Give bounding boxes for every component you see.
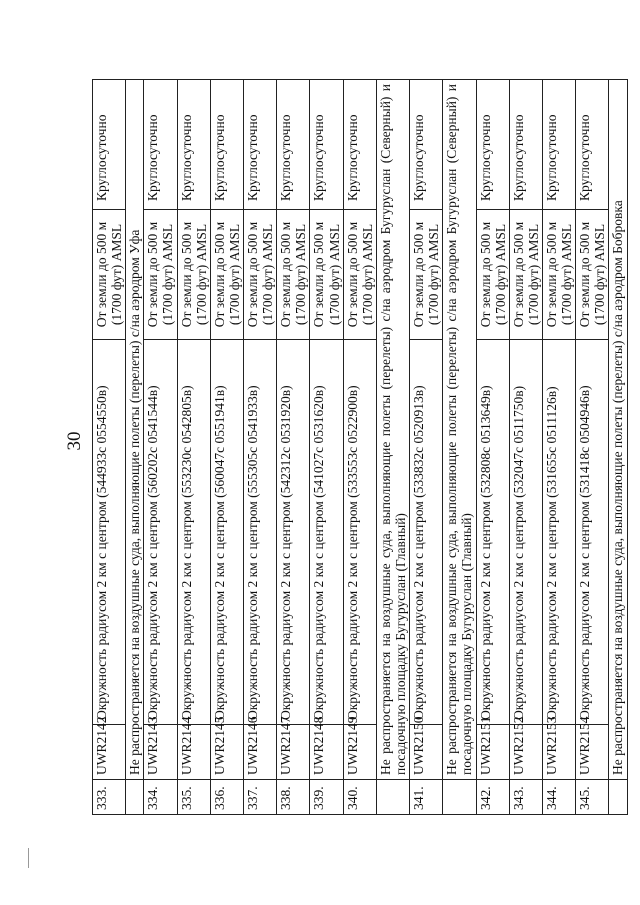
table-row (410, 80, 443, 815)
zone-code: UWR2152 (509, 725, 542, 780)
zone-number: 334. (144, 780, 177, 815)
zone-code: UWR2148 (310, 725, 343, 780)
table-body (93, 80, 628, 815)
zone-number: 338. (277, 780, 310, 815)
zone-description: Окружность радиусом 2 км с центром (532047с 0511750в) (509, 340, 542, 725)
zone-altitude: От земли до 500 м (1700 фут) AMSL (410, 210, 443, 340)
zone-number: 336. (210, 780, 243, 815)
table-note-row (443, 80, 476, 815)
table-row (576, 80, 609, 815)
zone-description: Окружность радиусом 2 км с центром (553230с 0542805в) (177, 340, 210, 725)
scan-artifact-mark (28, 848, 29, 868)
note-spacer-cell (443, 780, 476, 815)
zone-description: Окружность радиусом 2 км с центром (533832с 0520913в) (410, 340, 443, 725)
table-note-row (126, 80, 144, 815)
zone-operating-time: Круглосуточно (310, 80, 343, 210)
zone-description: Окружность радиусом 2 км с центром (533553с 0522900в) (343, 340, 376, 725)
zone-operating-time: Круглосуточно (93, 80, 126, 210)
zone-operating-time: Круглосуточно (542, 80, 575, 210)
zone-code: UWR2149 (343, 725, 376, 780)
restricted-zones-table (92, 79, 628, 815)
zone-code: UWR2144 (177, 725, 210, 780)
table-note-row (609, 80, 627, 815)
zone-altitude: От земли до 500 м (1700 фут) AMSL (476, 210, 509, 340)
zone-description: Окружность радиусом 2 км с центром (555305с 0541933в) (243, 340, 276, 725)
zone-operating-time: Круглосуточно (243, 80, 276, 210)
note-spacer-cell (376, 780, 409, 815)
zone-code: UWR2145 (210, 725, 243, 780)
zone-code: UWR2146 (243, 725, 276, 780)
exemption-note: Не распространяется на воздушные суда, выполняющие полеты (перелеты) с/на аэродром Бугуруслан (Северный) и посадочную площадку Бугуруслан (Главный) (376, 80, 409, 780)
zone-altitude: От земли до 500 м (1700 фут) AMSL (210, 210, 243, 340)
zone-operating-time: Круглосуточно (177, 80, 210, 210)
table-row (177, 80, 210, 815)
table-row (542, 80, 575, 815)
zone-altitude: От земли до 500 м (1700 фут) AMSL (277, 210, 310, 340)
zone-number: 344. (542, 780, 575, 815)
zone-number: 341. (410, 780, 443, 815)
exemption-note: Не распространяется на воздушные суда, выполняющие полеты (перелеты) с/на аэродром Бугуруслан (Северный) и посадочную площадку Бугуруслан (Главный) (443, 80, 476, 780)
zone-description: Окружность радиусом 2 км с центром (560202с 0541544в) (144, 340, 177, 725)
zone-number: 339. (310, 780, 343, 815)
zone-description: Окружность радиусом 2 км с центром (542312с 0531920в) (277, 340, 310, 725)
table-row (210, 80, 243, 815)
zone-description: Окружность радиусом 2 км с центром (560047с 0551941в) (210, 340, 243, 725)
zone-altitude: От земли до 500 м (1700 фут) AMSL (542, 210, 575, 340)
zone-altitude: От земли до 500 м (1700 фут) AMSL (509, 210, 542, 340)
zone-operating-time: Круглосуточно (576, 80, 609, 210)
zone-code: UWR2142 (93, 725, 126, 780)
table-row (343, 80, 376, 815)
zone-operating-time: Круглосуточно (210, 80, 243, 210)
zone-altitude: От земли до 500 м (1700 фут) AMSL (310, 210, 343, 340)
zone-altitude: От земли до 500 м (1700 фут) AMSL (243, 210, 276, 340)
zone-number: 340. (343, 780, 376, 815)
zone-number: 345. (576, 780, 609, 815)
zone-operating-time: Круглосуточно (476, 80, 509, 210)
table-row (310, 80, 343, 815)
rotated-table-wrapper (92, 80, 626, 815)
zone-code: UWR2153 (542, 725, 575, 780)
table-row (277, 80, 310, 815)
zone-description: Окружность радиусом 2 км с центром (532808с 0513649в) (476, 340, 509, 725)
zone-number: 333. (93, 780, 126, 815)
zone-number: 337. (243, 780, 276, 815)
exemption-note: Не распространяется на воздушные суда, выполняющие полеты (перелеты) с/на аэродром Бобровка (609, 80, 627, 780)
zone-altitude: От земли до 500 м (1700 фут) AMSL (144, 210, 177, 340)
table-row (476, 80, 509, 815)
zone-altitude: От земли до 500 м (1700 фут) AMSL (93, 210, 126, 340)
zone-description: Окружность радиусом 2 км с центром (531418с 0504946в) (576, 340, 609, 725)
zone-altitude: От земли до 500 м (1700 фут) AMSL (177, 210, 210, 340)
zone-code: UWR2150 (410, 725, 443, 780)
zone-code: UWR2143 (144, 725, 177, 780)
zone-code: UWR2154 (576, 725, 609, 780)
page-number: 30 (64, 431, 85, 451)
zone-operating-time: Круглосуточно (410, 80, 443, 210)
zone-number: 335. (177, 780, 210, 815)
zone-code: UWR2151 (476, 725, 509, 780)
zone-altitude: От земли до 500 м (1700 фут) AMSL (576, 210, 609, 340)
note-spacer-cell (609, 780, 627, 815)
zone-description: Окружность радиусом 2 км с центром (531655с 0511126в) (542, 340, 575, 725)
zone-operating-time: Круглосуточно (509, 80, 542, 210)
zone-operating-time: Круглосуточно (343, 80, 376, 210)
table-row (144, 80, 177, 815)
zone-number: 342. (476, 780, 509, 815)
table-note-row (376, 80, 409, 815)
table-row (509, 80, 542, 815)
table-row (243, 80, 276, 815)
zone-code: UWR2147 (277, 725, 310, 780)
zone-operating-time: Круглосуточно (277, 80, 310, 210)
zone-description: Окружность радиусом 2 км с центром (541027с 0531620в) (310, 340, 343, 725)
zone-description: Окружность радиусом 2 км с центром (544933с 0554550в) (93, 340, 126, 725)
zone-number: 343. (509, 780, 542, 815)
note-spacer-cell (126, 780, 144, 815)
table-row (93, 80, 126, 815)
exemption-note: Не распространяется на воздушные суда, выполняющие полеты (перелеты) с/на аэродром Уфа (126, 80, 144, 780)
zone-operating-time: Круглосуточно (144, 80, 177, 210)
zone-altitude: От земли до 500 м (1700 фут) AMSL (343, 210, 376, 340)
